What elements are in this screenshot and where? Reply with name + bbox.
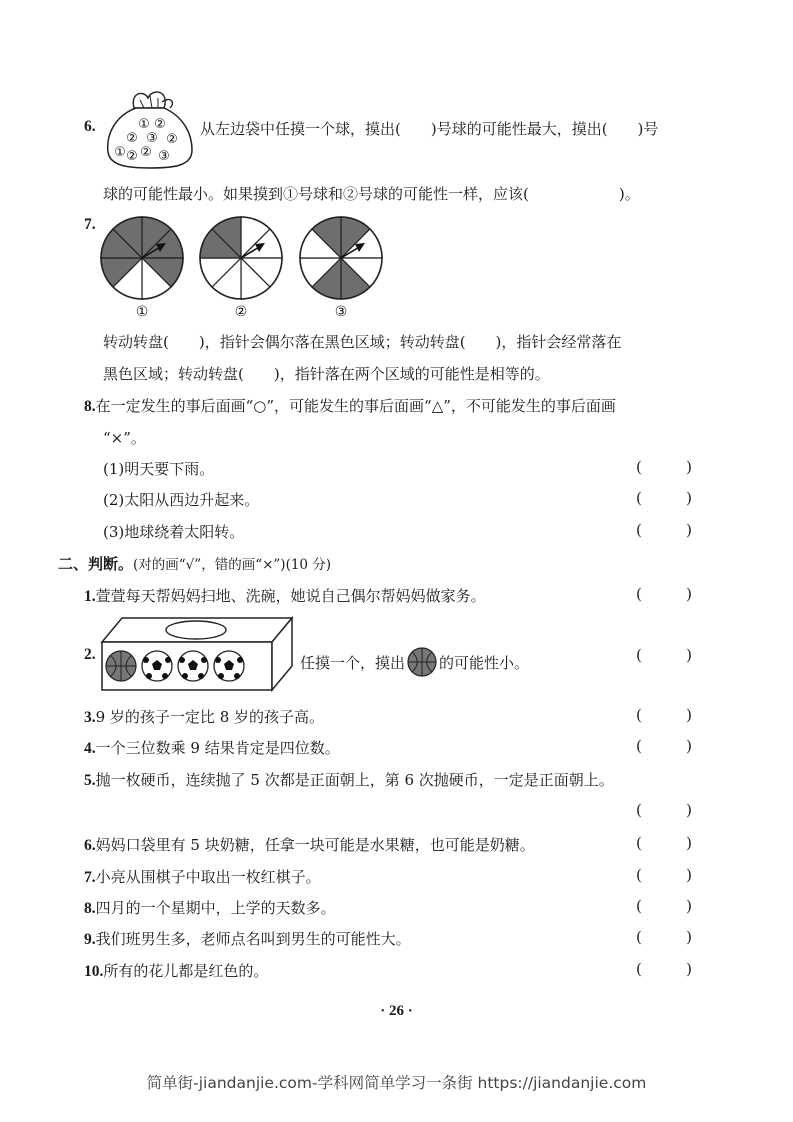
answer-paren[interactable] [636,646,692,664]
paren-close: ) [686,706,692,724]
bag-ball-label: ① [114,145,126,160]
spinners-figure [98,216,398,320]
judge-text: 的可能性小。 [439,653,530,672]
bag-ball-label: ② [126,131,138,146]
judge-item [84,866,321,887]
answer-paren[interactable] [636,897,692,915]
bag-ball-label: ② [166,132,178,147]
paren-open: ( [636,866,642,884]
basketball-icon [406,646,438,678]
q8-number: 8. [84,398,96,415]
paren-close: ) [686,897,692,915]
soccer-ball-icon [214,651,244,681]
judge-text: 一个三位数乘 9 结果肯定是四位数。 [95,739,340,757]
judge-number: 7. [84,869,96,886]
section-subtitle: (对的画“√”，错的画“×”)(10 分) [133,557,332,573]
spinner-label: ② [234,304,248,320]
soccer-ball-icon [178,651,208,681]
soccer-ball-icon [142,651,172,681]
paren-close: ) [686,737,692,755]
answer-paren[interactable] [636,521,692,539]
q8-item: (2)太阳从西边升起来。 [103,491,260,509]
judge-item [84,897,336,918]
answer-paren[interactable] [636,737,692,755]
judge-text: 所有的花儿都是红色的。 [103,962,269,980]
paren-close: ) [686,646,692,664]
answer-paren[interactable] [636,834,692,852]
q8-text: 在一定发生的事后面画“○”，可能发生的事后面画“△”，不可能发生的事后面画 [95,397,616,415]
judge-number: 8. [84,900,96,917]
q8-line1 [84,395,616,416]
section-heading: 二、判断。 [58,555,134,573]
paren-close: ) [686,866,692,884]
section-title [58,553,331,574]
ball-box-illustration [100,614,296,692]
judge-item [84,769,614,790]
q8-item: (3)地球绕着太阳转。 [103,523,245,541]
answer-paren[interactable] [636,801,692,819]
answer-paren[interactable] [636,960,692,978]
paren-close: ) [686,489,692,507]
bag-ball-label: ③ [158,149,170,164]
q7-line1: 转动转盘( )，指针会偶尔落在黑色区域；转动转盘( )，指针会经常落在 [103,333,622,351]
judge-text: 9 岁的孩子一定比 8 岁的孩子高。 [95,708,325,726]
paren-close: ) [686,801,692,819]
q6-number: 6. [84,118,96,135]
judge-item [84,928,411,949]
paren-open: ( [636,737,642,755]
paren-open: ( [636,521,642,539]
judge-text: 萱萱每天帮妈妈扫地、洗碗，她说自己偶尔帮妈妈做家务。 [95,587,486,605]
paren-open: ( [636,646,642,664]
answer-paren[interactable] [636,928,692,946]
judge-text: 小亮从围棋子中取出一枚红棋子。 [95,868,321,886]
judge-text: 我们班男生多，老师点名叫到男生的可能性大。 [95,930,411,948]
answer-paren[interactable] [636,489,692,507]
bag-ball-label: ② [154,117,166,132]
bag-ball-label: ③ [146,131,158,146]
bag-ball-label: ② [140,145,152,160]
paren-close: ) [686,521,692,539]
bag-ball-label: ① [138,117,150,132]
paren-close: ) [686,960,692,978]
judge-number: 10. [84,963,104,980]
paren-open: ( [636,897,642,915]
judge-number: 9. [84,931,96,948]
answer-paren[interactable] [636,706,692,724]
paren-open: ( [636,585,642,603]
paren-close: ) [686,834,692,852]
paren-close: ) [686,928,692,946]
judge-number: 2. [84,646,96,663]
answer-paren[interactable] [636,866,692,884]
judge-number: 1. [84,588,96,605]
paren-open: ( [636,489,642,507]
ball-bag-illustration [104,86,196,170]
q8-item: (1)明天要下雨。 [103,460,215,478]
paren-close: ) [686,458,692,476]
judge-number: 3. [84,709,96,726]
spinner-label: ① [135,304,149,320]
paren-open: ( [636,834,642,852]
judge-number: 6. [84,837,96,854]
judge-number: 4. [84,740,96,757]
q7-number: 7. [84,216,96,233]
paren-open: ( [636,960,642,978]
judge-text: 四月的一个星期中，上学的天数多。 [95,899,336,917]
q8-line2: “×”。 [103,429,146,447]
answer-paren[interactable] [636,458,692,476]
judge-text: 妈妈口袋里有 5 块奶糖，任拿一块可能是水果糖，也可能是奶糖。 [95,836,535,854]
basketball-icon [106,651,136,681]
judge-item [84,585,486,606]
q6-line1: 从左边袋中任摸一个球，摸出( )号球的可能性最大，摸出( )号 [200,120,659,138]
q7-line2: 黑色区域；转动转盘( )，指针落在两个区域的可能性是相等的。 [103,365,550,383]
q6-line2: 球的可能性最小。如果摸到①号球和②号球的可能性一样，应该( )。 [103,185,640,203]
judge-item [84,737,340,758]
judge-item [84,706,324,727]
paren-open: ( [636,706,642,724]
paren-close: ) [686,585,692,603]
judge-text: 任摸一个，摸出 [300,653,406,672]
judge-number: 5. [84,772,96,789]
footer-watermark: 简单街-jiandanjie.com-学科网简单学习一条街 https://jiandanjie.com [146,1074,647,1092]
paren-open: ( [636,928,642,946]
judge-item [300,646,529,678]
judge-item [84,834,535,855]
judge-text: 抛一枚硬币，连续抛了 5 次都是正面朝上，第 6 次抛硬币，一定是正面朝上。 [95,771,614,789]
answer-paren[interactable] [636,585,692,603]
paren-open: ( [636,458,642,476]
judge-item [84,960,268,981]
paren-open: ( [636,801,642,819]
bag-ball-label: ② [126,149,138,164]
spinner-label: ③ [334,304,348,320]
page-number: · 26 · [380,1003,413,1019]
